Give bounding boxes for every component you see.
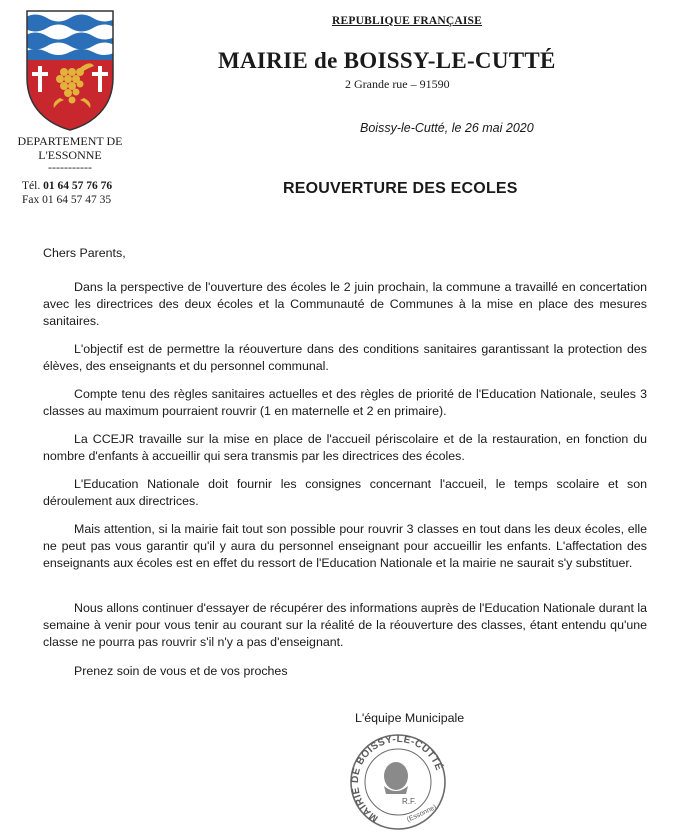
letter-paragraph: Compte tenu des règles sanitaires actuelles et des règles de priorité de l'Education Nationale, seules 3 classes au maximum pourraient rouvrir (1 en maternelle et 2 en primaire). [43,387,647,418]
coat-of-arms [24,8,116,132]
letter-greeting: Chers Parents, [43,246,126,260]
stamp-country: R.F. [402,797,417,806]
letter-paragraph: Dans la perspective de l'ouverture des écoles le 2 juin prochain, la commune a travaillé en concertation avec les directrices des deux écoles et la Communauté de Communes à la mise en place des mesures sanitaires. [43,280,647,328]
letter-signature: L'équipe Municipale [355,711,465,725]
republic-heading: REPUBLIQUE FRANÇAISE [332,15,483,27]
letter-closing: Prenez soin de vous et de vos proches [74,664,288,678]
telephone [22,180,112,193]
place-and-date: Boissy-le-Cutté, le 26 mai 2020 [360,121,534,135]
stamp-ring-text: MAIRIE DE BOISSY-LE-CUTTÉ [349,733,445,824]
mairie-title: MAIRIE de BOISSY-LE-CUTTÉ [218,48,556,73]
department-separator: ----------- [48,160,92,174]
official-stamp [338,730,458,835]
telephone-number: 01 64 57 76 76 [43,180,113,192]
mairie-address: 2 Grande rue – 91590 [345,77,450,91]
letter-paragraph: L'Education Nationale doit fournir les consignes concernant l'accueil, le temps scolaire et son déroulement aux directrices. [43,477,647,508]
letter-paragraph: L'objectif est de permettre la réouverture dans des conditions sanitaires garantissant la protection des élèves, des enseignants et du personnel communal. [43,342,647,373]
department-label [14,134,126,172]
stamp-region: (Essonne) [405,803,438,824]
fax: Fax 01 64 57 47 35 [22,194,112,206]
telephone-label: Tél. [22,180,41,192]
letter-paragraph: Mais attention, si la mairie fait tout son possible pour rouvrir 3 classes en tout dans les deux écoles, elle ne peut pas vous garantir qu'il y aura du personnel enseignant pour accueillir les enfants. L'affectation des enseignants aux écoles est en effet du ressort de l'Education Nationale et la mairie ne saurait s'y substituer. [43,522,647,570]
letter-paragraph: La CCEJR travaille sur la mise en place de l'accueil périscolaire et de la restauration, en fonction du nombre d'enfants à accueillir qui sera transmis par les directrices des écoles. [43,432,647,463]
document-title: REOUVERTURE DES ECOLES [283,180,518,197]
department-name: DEPARTEMENT DE L'ESSONNE [17,134,123,162]
letter-paragraph: Nous allons continuer d'essayer de récupérer des informations auprès de l'Education Nationale durant la semaine à venir pour vous tenir au courant sur la réalité de la réouverture des classes, étant entendu qu'une classe ne pourra pas rouvrir s'il n'y a pas d'enseignant. [43,601,647,649]
